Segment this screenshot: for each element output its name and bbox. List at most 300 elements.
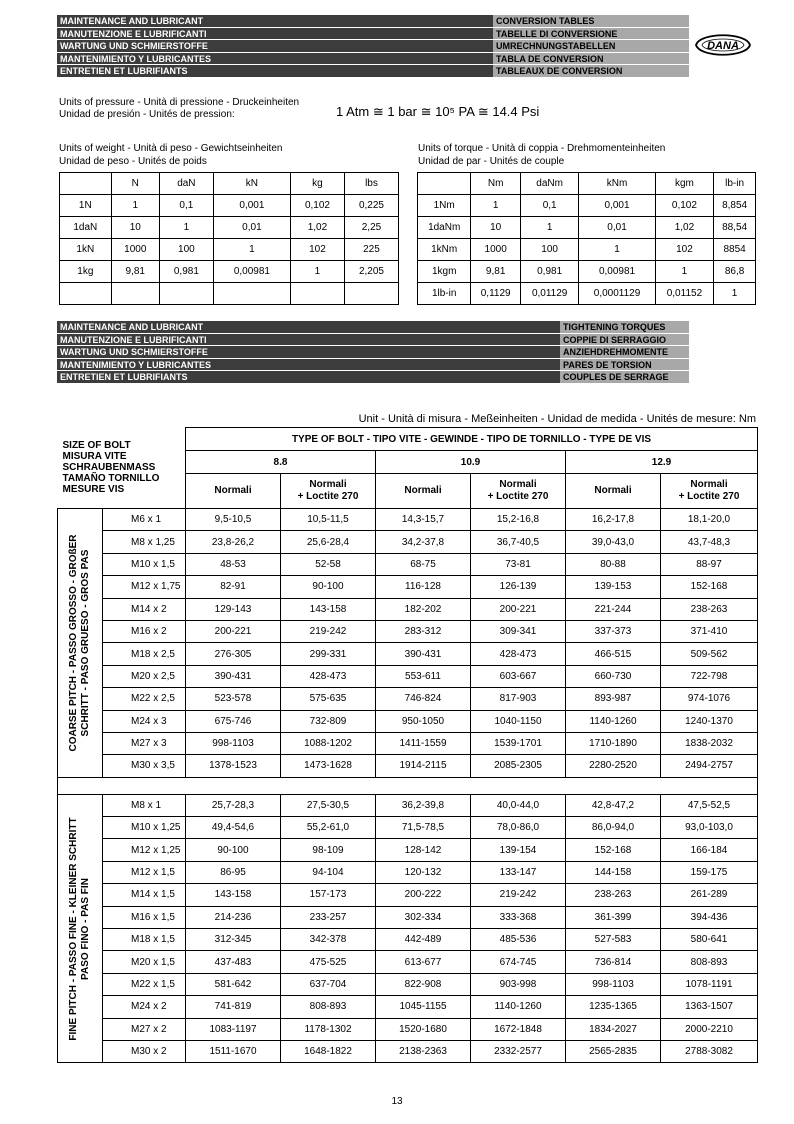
torque-value-cell: 126-139 [471, 576, 566, 598]
row-label: 1kgm [418, 261, 471, 283]
bolt-size-cell: M20 x 1,5 [103, 951, 186, 973]
bolt-size-cell: M18 x 1,5 [103, 929, 186, 951]
torque-value-cell: 1539-1701 [471, 732, 566, 754]
torque-value-cell: 43,7-48,3 [661, 531, 758, 553]
table-row [58, 884, 758, 906]
torque-value-cell: 974-1076 [661, 688, 758, 710]
table-row [58, 1018, 758, 1040]
header-right-line: TABELLE DI CONVERSIONE [493, 28, 689, 41]
table-row [60, 283, 399, 305]
table-cell: 1 [471, 195, 521, 217]
column-header: kNm [579, 173, 655, 195]
torque-value-cell: 466-515 [566, 643, 661, 665]
torque-value-cell: 2138-2363 [376, 1040, 471, 1062]
table-cell: 0,0001129 [579, 283, 655, 305]
bolt-size-cell: M16 x 2 [103, 620, 186, 642]
column-header: kg [290, 173, 344, 195]
torque-value-cell: 603-667 [471, 665, 566, 687]
table-cell: 0,1129 [471, 283, 521, 305]
torque-value-cell: 144-158 [566, 861, 661, 883]
table-cell: 0,1 [159, 195, 213, 217]
table-cell: 1 [579, 239, 655, 261]
torque-value-cell: 2000-2210 [661, 1018, 758, 1040]
pressure-formula: 1 Atm ≅ 1 bar ≅ 10⁵ PA ≅ 14.4 Psi [336, 104, 540, 119]
bolt-size-cell: M18 x 2,5 [103, 643, 186, 665]
table-row [60, 195, 399, 217]
loctite-subheader: Normali + Loctite 270 [281, 474, 376, 509]
table-row [58, 553, 758, 575]
torque-value-cell: 736-814 [566, 951, 661, 973]
table-row [58, 996, 758, 1018]
bolt-size-cell: M10 x 1,25 [103, 817, 186, 839]
torque-value-cell: 18,1-20,0 [661, 509, 758, 531]
torque-value-cell: 82-91 [186, 576, 281, 598]
torque-value-cell: 580-641 [661, 929, 758, 951]
normal-subheader: Normali [186, 474, 281, 509]
torque-value-cell: 390-431 [376, 643, 471, 665]
table-row [58, 509, 758, 531]
torque-value-cell: 822-908 [376, 973, 471, 995]
header-right-line: TABLEAUX DE CONVERSION [493, 65, 689, 78]
torque-value-cell: 39,0-43,0 [566, 531, 661, 553]
torque-value-cell: 2332-2577 [471, 1040, 566, 1062]
table-cell: 9,81 [111, 261, 159, 283]
table-row [58, 643, 758, 665]
torque-value-cell: 200-221 [186, 620, 281, 642]
torque-value-cell: 129-143 [186, 598, 281, 620]
bolt-size-cell: M20 x 2,5 [103, 665, 186, 687]
table-cell: 1,02 [655, 217, 713, 239]
torque-value-cell: 233-257 [281, 906, 376, 928]
torque-value-cell: 80-88 [566, 553, 661, 575]
header-left-line: MANTENIMIENTO Y LUBRICANTES [57, 359, 560, 372]
torque-value-cell: 1083-1197 [186, 1018, 281, 1040]
fine-pitch-label-text [68, 817, 92, 1040]
table-cell: 0,1 [520, 195, 578, 217]
torque-value-cell: 337-373 [566, 620, 661, 642]
table-cell: 1 [159, 217, 213, 239]
coarse-pitch-label [58, 509, 103, 778]
weight-label-line1: Units of weight - Unità di peso - Gewichtseinheiten [59, 143, 283, 154]
torque-value-cell: 88-97 [661, 553, 758, 575]
torque-value-cell: 73-81 [471, 553, 566, 575]
table-cell [344, 283, 398, 305]
torque-value-cell: 1235-1365 [566, 996, 661, 1018]
torque-units-label-line2: Unidad de par - Unités de couple [418, 156, 565, 167]
torque-value-cell: 34,2-37,8 [376, 531, 471, 553]
torque-value-cell: 732-809 [281, 710, 376, 732]
column-header [60, 173, 112, 195]
header-left-line: MANTENIMIENTO Y LUBRICANTES [57, 53, 493, 66]
bolt-size-cell: M22 x 1,5 [103, 973, 186, 995]
header-left-line: WARTUNG UND SCHMIERSTOFFE [57, 346, 560, 359]
torque-value-cell: 90-100 [186, 839, 281, 861]
pitch-label-line: COARSE PITCH - PASSO GROSSO - GROßER [68, 534, 79, 752]
bolt-size-cell: M8 x 1,25 [103, 531, 186, 553]
column-header: lbs [344, 173, 398, 195]
header-right-line: PARES DE TORSION [560, 359, 689, 372]
torque-value-cell: 998-1103 [566, 973, 661, 995]
table-row [58, 929, 758, 951]
torque-value-cell: 47,5-52,5 [661, 794, 758, 816]
torque-value-cell: 581-642 [186, 973, 281, 995]
column-header: Nm [471, 173, 521, 195]
table-cell: 225 [344, 239, 398, 261]
torque-value-cell: 309-341 [471, 620, 566, 642]
torque-value-cell: 817-903 [471, 688, 566, 710]
torque-value-cell: 509-562 [661, 643, 758, 665]
torque-value-cell: 1088-1202 [281, 732, 376, 754]
table-row [58, 1040, 758, 1062]
table-cell: 1 [290, 261, 344, 283]
torque-value-cell: 48-53 [186, 553, 281, 575]
column-header: kN [213, 173, 290, 195]
unit-of-measure: Unit - Unità di misura - Meßeinheiten - Unidad de medida - Unités de mesure: Nm [358, 413, 756, 425]
torque-value-cell: 2085-2305 [471, 755, 566, 777]
column-header: daN [159, 173, 213, 195]
table-cell: 9,81 [471, 261, 521, 283]
torque-value-cell: 219-242 [471, 884, 566, 906]
torque-value-cell: 1078-1191 [661, 973, 758, 995]
table-header-row [60, 173, 399, 195]
page-number: 13 [391, 1096, 403, 1107]
torque-value-cell: 893-987 [566, 688, 661, 710]
torque-value-cell: 27,5-30,5 [281, 794, 376, 816]
torque-value-cell: 10,5-11,5 [281, 509, 376, 531]
type-of-bolt-header: TYPE OF BOLT - TIPO VITE - GEWINDE - TIPO DE TORNILLO - TYPE DE VIS [186, 428, 758, 451]
table-cell: 0,225 [344, 195, 398, 217]
column-header: lb-in [714, 173, 756, 195]
table-row [58, 732, 758, 754]
torque-value-cell: 116-128 [376, 576, 471, 598]
table-row [418, 195, 756, 217]
table-row [58, 576, 758, 598]
table-cell [111, 283, 159, 305]
torque-value-cell: 94-104 [281, 861, 376, 883]
torque-value-cell: 36,2-39,8 [376, 794, 471, 816]
table-cell: 8854 [714, 239, 756, 261]
torque-value-cell: 674-745 [471, 951, 566, 973]
table-cell: 10 [111, 217, 159, 239]
torque-value-cell: 675-746 [186, 710, 281, 732]
torque-value-cell: 1520-1680 [376, 1018, 471, 1040]
torque-value-cell: 200-221 [471, 598, 566, 620]
torque-value-cell: 998-1103 [186, 732, 281, 754]
fine-pitch-label [58, 794, 103, 1063]
torque-value-cell: 1378-1523 [186, 755, 281, 777]
table-row [58, 817, 758, 839]
torque-value-cell: 14,3-15,7 [376, 509, 471, 531]
header-left-line: MANUTENZIONE E LUBRIFICANTI [57, 28, 493, 41]
bolt-size-cell: M27 x 3 [103, 732, 186, 754]
torque-value-cell: 36,7-40,5 [471, 531, 566, 553]
table-row [58, 906, 758, 928]
torque-value-cell: 1040-1150 [471, 710, 566, 732]
table-row [418, 261, 756, 283]
torque-value-cell: 133-147 [471, 861, 566, 883]
table-row [418, 239, 756, 261]
table-cell: 10 [471, 217, 521, 239]
header-left-line: MAINTENANCE AND LUBRICANT [57, 15, 493, 28]
torque-value-cell: 299-331 [281, 643, 376, 665]
torque-value-cell: 152-168 [566, 839, 661, 861]
torque-value-cell: 9,5-10,5 [186, 509, 281, 531]
torque-value-cell: 128-142 [376, 839, 471, 861]
table-row [58, 861, 758, 883]
table-row [58, 531, 758, 553]
torque-value-cell: 523-578 [186, 688, 281, 710]
torque-value-cell: 1473-1628 [281, 755, 376, 777]
header-left-line: WARTUNG UND SCHMIERSTOFFE [57, 40, 493, 53]
torque-value-cell: 390-431 [186, 665, 281, 687]
table-cell: 0,00981 [579, 261, 655, 283]
torque-conversion-table [417, 172, 756, 305]
row-label: 1kg [60, 261, 112, 283]
torque-value-cell: 2494-2757 [661, 755, 758, 777]
bolt-size-cell: M12 x 1,25 [103, 839, 186, 861]
section-separator [58, 777, 758, 794]
torque-value-cell: 25,7-28,3 [186, 794, 281, 816]
table-cell: 0,981 [159, 261, 213, 283]
torque-value-cell: 1140-1260 [471, 996, 566, 1018]
torque-value-cell: 182-202 [376, 598, 471, 620]
torque-value-cell: 903-998 [471, 973, 566, 995]
header-right-line: COUPLES DE SERRAGE [560, 371, 689, 384]
table-cell: 102 [655, 239, 713, 261]
row-label: 1kNm [418, 239, 471, 261]
row-label: 1lb-in [418, 283, 471, 305]
table-cell: 1000 [471, 239, 521, 261]
grade-header: 10.9 [376, 451, 566, 474]
table-row [58, 665, 758, 687]
torque-value-cell: 475-525 [281, 951, 376, 973]
torque-value-cell: 15,2-16,8 [471, 509, 566, 531]
column-header: kgm [655, 173, 713, 195]
torque-value-cell: 371-410 [661, 620, 758, 642]
table-cell: 0,00981 [213, 261, 290, 283]
table-cell: 1 [655, 261, 713, 283]
table-cell: 0,102 [655, 195, 713, 217]
svg-text:DANA: DANA [707, 40, 739, 52]
header-left-line: ENTRETIEN ET LUBRIFIANTS [57, 371, 560, 384]
bolt-size-cell: M8 x 1 [103, 794, 186, 816]
table-cell [213, 283, 290, 305]
weight-conversion-table [59, 172, 399, 305]
table-row [58, 951, 758, 973]
table-row [58, 710, 758, 732]
torque-value-cell: 428-473 [281, 665, 376, 687]
table-row [58, 688, 758, 710]
torque-value-cell: 139-153 [566, 576, 661, 598]
table-row [58, 620, 758, 642]
torque-value-cell: 238-263 [661, 598, 758, 620]
torque-value-cell: 1834-2027 [566, 1018, 661, 1040]
torque-value-cell: 25,6-28,4 [281, 531, 376, 553]
torque-value-cell: 637-704 [281, 973, 376, 995]
torque-value-cell: 90-100 [281, 576, 376, 598]
table-cell: 0,01152 [655, 283, 713, 305]
column-header [418, 173, 471, 195]
torque-value-cell: 361-399 [566, 906, 661, 928]
table-cell: 1 [213, 239, 290, 261]
header-left-line: MAINTENANCE AND LUBRICANT [57, 321, 560, 334]
torque-value-cell: 52-58 [281, 553, 376, 575]
row-label: 1Nm [418, 195, 471, 217]
torque-value-cell: 219-242 [281, 620, 376, 642]
torque-value-cell: 485-536 [471, 929, 566, 951]
table-cell: 1000 [111, 239, 159, 261]
torque-value-cell: 2565-2835 [566, 1040, 661, 1062]
grade-header: 12.9 [566, 451, 758, 474]
bolt-size-cell: M16 x 1,5 [103, 906, 186, 928]
torque-value-cell: 1838-2032 [661, 732, 758, 754]
torque-value-cell: 1240-1370 [661, 710, 758, 732]
header-right-line: TIGHTENING TORQUES [560, 321, 689, 334]
torque-value-cell: 16,2-17,8 [566, 509, 661, 531]
dana-logo [692, 28, 754, 62]
bolt-size-cell: M24 x 3 [103, 710, 186, 732]
table-cell: 0,01 [579, 217, 655, 239]
torque-value-cell: 613-677 [376, 951, 471, 973]
table-cell: 102 [290, 239, 344, 261]
torque-value-cell: 40,0-44,0 [471, 794, 566, 816]
torque-value-cell: 120-132 [376, 861, 471, 883]
bolt-size-cell: M22 x 2,5 [103, 688, 186, 710]
table-cell: 88,54 [714, 217, 756, 239]
header-right-line: TABLA DE CONVERSION [493, 53, 689, 66]
torque-value-cell: 143-158 [281, 598, 376, 620]
table-cell: 2,205 [344, 261, 398, 283]
torque-value-cell: 1648-1822 [281, 1040, 376, 1062]
table-row [60, 239, 399, 261]
table-cell: 8,854 [714, 195, 756, 217]
torque-value-cell: 2788-3082 [661, 1040, 758, 1062]
torque-value-cell: 342-378 [281, 929, 376, 951]
torque-value-cell: 808-893 [661, 951, 758, 973]
loctite-subheader: Normali + Loctite 270 [661, 474, 758, 509]
torque-value-cell: 333-368 [471, 906, 566, 928]
table-row [58, 794, 758, 816]
torque-value-cell: 152-168 [661, 576, 758, 598]
torque-value-cell: 302-334 [376, 906, 471, 928]
row-label: 1daN [60, 217, 112, 239]
grade-header: 8.8 [186, 451, 376, 474]
column-header: N [111, 173, 159, 195]
header-right-line: CONVERSION TABLES [493, 15, 689, 28]
torque-value-cell: 78,0-86,0 [471, 817, 566, 839]
torque-value-cell: 950-1050 [376, 710, 471, 732]
table-cell: 2,25 [344, 217, 398, 239]
section-header-conversion [57, 15, 689, 78]
table-row [418, 217, 756, 239]
bolt-size-cell: M30 x 3,5 [103, 755, 186, 777]
column-header: daNm [520, 173, 578, 195]
table-cell: 0,01129 [520, 283, 578, 305]
header-left-line: ENTRETIEN ET LUBRIFIANTS [57, 65, 493, 78]
table-cell: 0,102 [290, 195, 344, 217]
table-row [58, 755, 758, 777]
loctite-subheader: Normali + Loctite 270 [471, 474, 566, 509]
torque-value-cell: 214-236 [186, 906, 281, 928]
table-row [418, 283, 756, 305]
table-header-row [418, 173, 756, 195]
torque-value-cell: 722-798 [661, 665, 758, 687]
torque-value-cell: 1140-1260 [566, 710, 661, 732]
header-right-line: UMRECHNUNGSTABELLEN [493, 40, 689, 53]
row-label: 1kN [60, 239, 112, 261]
torque-value-cell: 23,8-26,2 [186, 531, 281, 553]
bolt-size-cell: M6 x 1 [103, 509, 186, 531]
torque-value-cell: 808-893 [281, 996, 376, 1018]
table-cell: 0,001 [213, 195, 290, 217]
bolt-size-cell: M12 x 1,75 [103, 576, 186, 598]
normal-subheader: Normali [566, 474, 661, 509]
coarse-pitch-label-text [68, 534, 92, 751]
table-cell: 1 [520, 217, 578, 239]
torque-value-cell: 746-824 [376, 688, 471, 710]
pitch-label-line: PASO FINO - PAS FIN [80, 877, 91, 980]
torque-value-cell: 741-819 [186, 996, 281, 1018]
bolt-size-cell: M24 x 2 [103, 996, 186, 1018]
tightening-torque-table [57, 427, 758, 1063]
torque-value-cell: 98-109 [281, 839, 376, 861]
torque-value-cell: 238-263 [566, 884, 661, 906]
torque-value-cell: 2280-2520 [566, 755, 661, 777]
normal-subheader: Normali [376, 474, 471, 509]
torque-value-cell: 86-95 [186, 861, 281, 883]
section-separator-cell [58, 777, 758, 794]
table-row [60, 261, 399, 283]
torque-value-cell: 1045-1155 [376, 996, 471, 1018]
table-row [58, 973, 758, 995]
table-row [58, 839, 758, 861]
bolt-size-cell: M14 x 1,5 [103, 884, 186, 906]
torque-value-cell: 276-305 [186, 643, 281, 665]
torque-value-cell: 93,0-103,0 [661, 817, 758, 839]
bolt-size-cell: M14 x 2 [103, 598, 186, 620]
torque-value-cell: 283-312 [376, 620, 471, 642]
torque-value-cell: 575-635 [281, 688, 376, 710]
table-cell: 0,001 [579, 195, 655, 217]
table-cell: 0,981 [520, 261, 578, 283]
torque-value-cell: 527-583 [566, 929, 661, 951]
torque-value-cell: 143-158 [186, 884, 281, 906]
torque-value-cell: 55,2-61,0 [281, 817, 376, 839]
pitch-label-line: SCHRITT - PASO GRUESO - GROS PAS [80, 549, 91, 737]
torque-value-cell: 437-483 [186, 951, 281, 973]
torque-value-cell: 49,4-54,6 [186, 817, 281, 839]
torque-value-cell: 1363-1507 [661, 996, 758, 1018]
table-row [58, 598, 758, 620]
torque-units-label-line1: Units of torque - Unità di coppia - Drehmomenteinheiten [418, 143, 666, 154]
torque-value-cell: 261-289 [661, 884, 758, 906]
table-cell: 100 [159, 239, 213, 261]
pitch-label-line: FINE PITCH - PASSO FINE - KLEINER SCHRITT [68, 816, 79, 1041]
table-cell [159, 283, 213, 305]
row-label: 1daNm [418, 217, 471, 239]
bolt-size-cell: M30 x 2 [103, 1040, 186, 1062]
torque-value-cell: 1672-1848 [471, 1018, 566, 1040]
size-of-bolt-header: SIZE OF BOLT MISURA VITE SCHRAUBENMASS TAMAÑO TORNILLO MESURE VIS [58, 428, 186, 509]
torque-value-cell: 1710-1890 [566, 732, 661, 754]
torque-value-cell: 1178-1302 [281, 1018, 376, 1040]
torque-value-cell: 166-184 [661, 839, 758, 861]
torque-value-cell: 71,5-78,5 [376, 817, 471, 839]
bolt-size-cell: M27 x 2 [103, 1018, 186, 1040]
torque-value-cell: 159-175 [661, 861, 758, 883]
header-left-line: MANUTENZIONE E LUBRIFICANTI [57, 334, 560, 347]
table-cell: 1,02 [290, 217, 344, 239]
